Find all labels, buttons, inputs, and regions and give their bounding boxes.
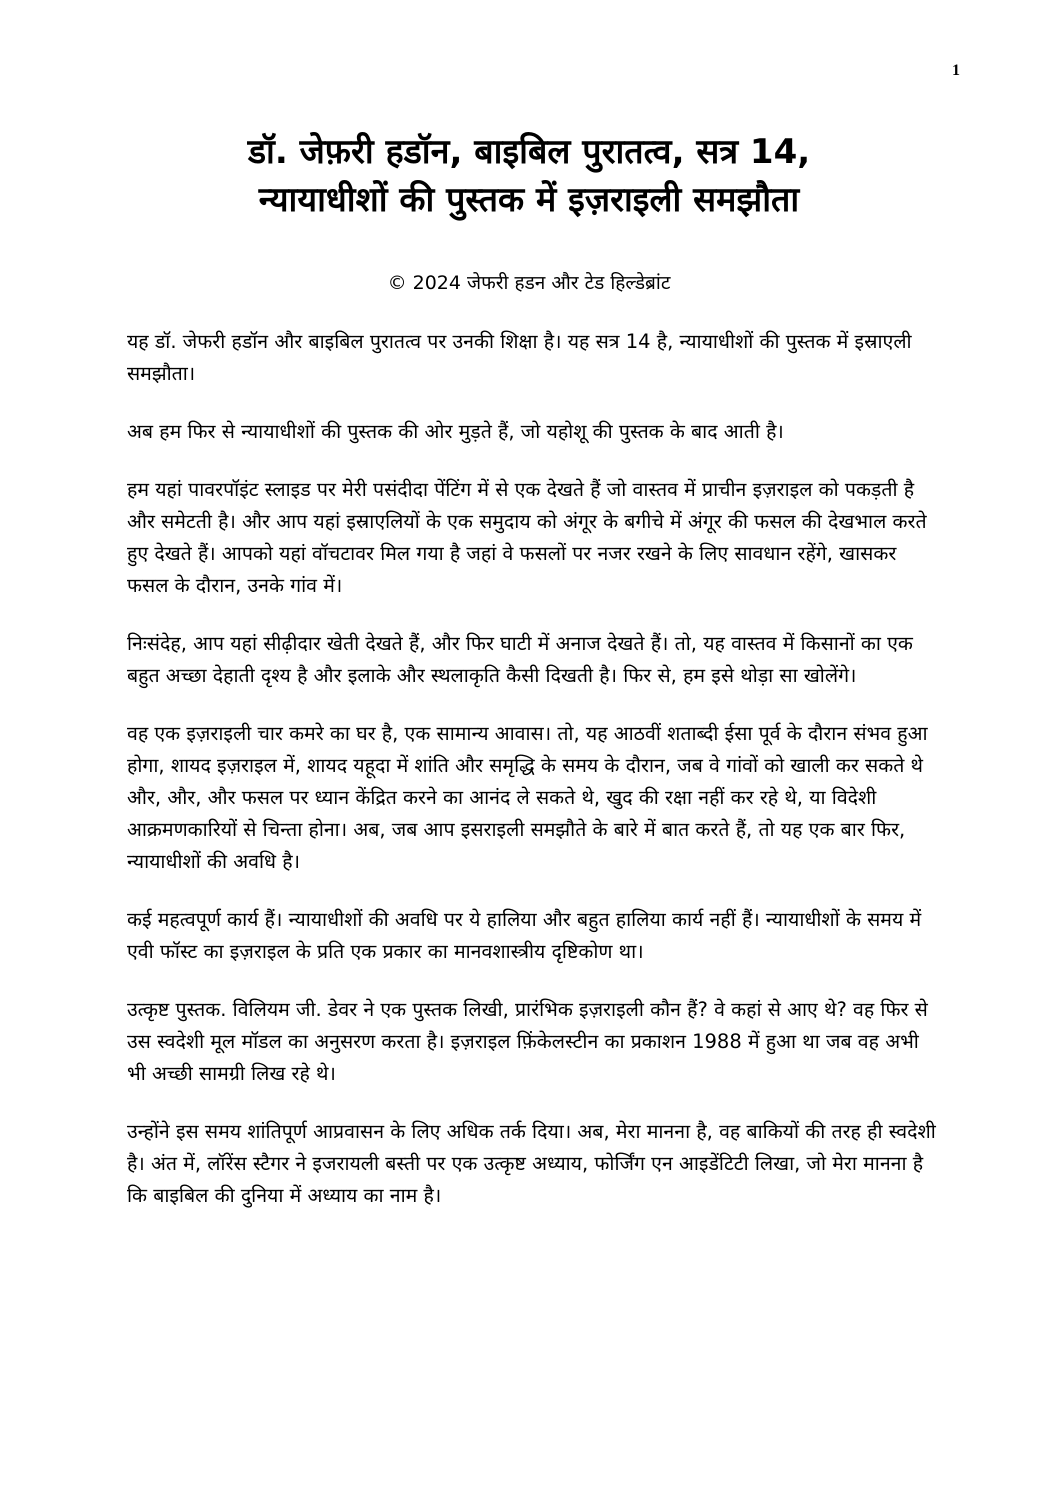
paragraph-5: वह एक इज़राइली चार कमरे का घर है, एक सामान्य आवास। तो, यह आठवीं शताब्दी ईसा पूर्व के दौरान संभव हुआ होगा, शायद इज़राइल में, शायद यहूदा में शांति और समृद्धि के समय के दौरान, जब वे गांवों को खाली कर सकते थे और, और, और फसल पर ध्यान केंद्रित करने का आनंद ले सकते थे, खुद की रक्षा नहीं कर रहे थे, या विदेशी आक्रमणकारियों से चिन्ता होना। अब, जब आप इसराइली समझौते के बारे में बात करते हैं, तो यह एक बार फिर, न्यायाधीशों की अवधि है। <box>127 722 928 873</box>
paragraph-3: हम यहां पावरपॉइंट स्लाइड पर मेरी पसंदीदा पेंटिंग में से एक देखते हैं जो वास्तव में प्राचीन इज़राइल को पकड़ती है और समेटती है। और आप यहां इस्राएलियों के एक समुदाय को अंगूर के बगीचे में अंगूर की फसल की देखभाल करते हुए देखते हैं। आपको यहां वॉचटावर मिल गया है जहां वे फसलों पर नजर रखने के लिए सावधान रहेंगे, खासकर फसल के दौरान, उनके गांव में। <box>127 478 927 597</box>
paragraph-2: अब हम फिर से न्यायाधीशों की पुस्तक की ओर मुड़ते हैं, जो यहोशू की पुस्तक के बाद आती है। <box>127 420 784 443</box>
copyright-notice: © 2024 जेफरी हडन और टेड हिल्डेब्रांट <box>387 272 671 294</box>
page-number: 1 <box>952 62 960 79</box>
title-line-1: डॉ. जेफ़री हडॉन, बाइबिल पुरातत्व, सत्र 14, <box>247 132 811 172</box>
paragraph-1: यह डॉ. जेफरी हडॉन और बाइबिल पुरातत्व पर उनकी शिक्षा है। यह सत्र 14 है, न्यायाधीशों की पुस्तक में इस्राएली समझौता। <box>127 330 912 385</box>
paragraph-7: उत्कृष्ट पुस्तक. विलियम जी. डेवर ने एक पुस्तक लिखी, प्रारंभिक इज़राइली कौन हैं? वे कहां से आए थे? वह फिर से उस स्वदेशी मूल मॉडल का अनुसरण करता है। इज़राइल फ़िंकेलस्टीन का प्रकाशन 1988 में हुआ था जब वह अभी भी अच्छी सामग्री लिख रहे थे। <box>127 998 928 1085</box>
paragraph-4: निःसंदेह, आप यहां सीढ़ीदार खेती देखते हैं, और फिर घाटी में अनाज देखते हैं। तो, यह वास्तव में किसानों का एक बहुत अच्छा देहाती दृश्य है और इलाके और स्थलाकृति कैसी दिखती है। फिर से, हम इसे थोड़ा सा खोलेंगे। <box>127 632 913 687</box>
page-title <box>90 128 968 224</box>
document-body <box>127 326 939 1238</box>
title-line-2: न्यायाधीशों की पुस्तक में इज़राइली समझौता <box>258 180 800 220</box>
paragraph-8: उन्होंने इस समय शांतिपूर्ण आप्रवासन के लिए अधिक तर्क दिया। अब, मेरा मानना है, वह बाकियों की तरह ही स्वदेशी है। अंत में, लॉरेंस स्टैगर ने इजरायली बस्ती पर एक उत्कृष्ट अध्याय, फोर्जिंग एन आइडेंटिटी लिखा, जो मेरा मानना है कि बाइबिल की दुनिया में अध्याय का नाम है। <box>127 1120 936 1207</box>
paragraph-6: कई महत्वपूर्ण कार्य हैं। न्यायाधीशों की अवधि पर ये हालिया और बहुत हालिया कार्य नहीं हैं। न्यायाधीशों के समय में एवी फॉस्ट का इज़राइल के प्रति एक प्रकार का मानवशास्त्रीय दृष्टिकोण था। <box>127 908 922 963</box>
